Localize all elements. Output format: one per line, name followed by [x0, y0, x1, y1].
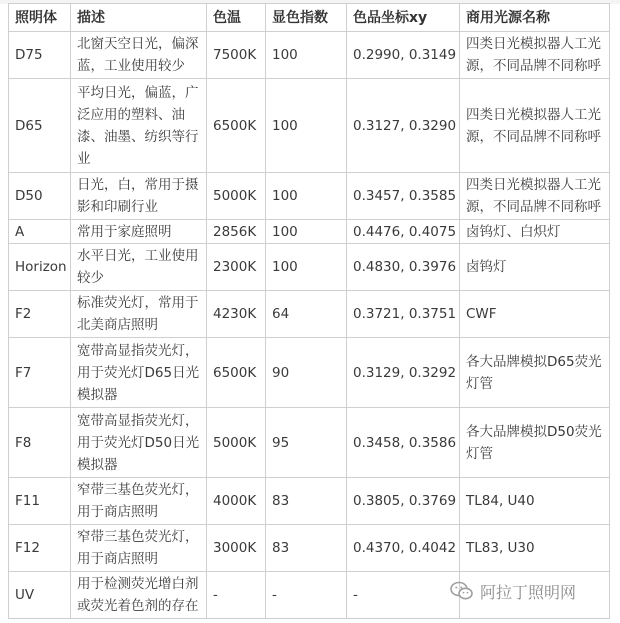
cell-description: 窄带三基色荧光灯，用于商店照明: [71, 525, 207, 572]
table-row: [9, 220, 610, 244]
cell-color-temperature: -: [207, 572, 266, 619]
cell-cri: 100: [266, 173, 347, 220]
cell-chromaticity: 0.3457, 0.3585: [347, 173, 460, 220]
header-chromaticity: 色品坐标xy: [347, 4, 460, 32]
cell-chromaticity: 0.3458, 0.3586: [347, 408, 460, 478]
cell-description: 用于检测荧光增白剂或荧光着色剂的存在: [71, 572, 207, 619]
cell-illuminant: Horizon: [9, 244, 71, 291]
cell-illuminant: A: [9, 220, 71, 244]
cell-description: 宽带高显指荧光灯，用于荧光灯D65日光模拟器: [71, 338, 207, 408]
watermark-text: 阿拉丁照明网: [480, 582, 577, 602]
cell-description: 标准荧光灯，常用于北美商店照明: [71, 291, 207, 338]
header-row: [9, 4, 610, 32]
cell-illuminant: D65: [9, 79, 71, 173]
table-row: [9, 291, 610, 338]
cell-color-temperature: 3000K: [207, 525, 266, 572]
cell-cri: 83: [266, 525, 347, 572]
cell-chromaticity: 0.3129, 0.3292: [347, 338, 460, 408]
cell-cri: 100: [266, 220, 347, 244]
cell-chromaticity: 0.3721, 0.3751: [347, 291, 460, 338]
cell-color-temperature: 4000K: [207, 478, 266, 525]
cell-color-temperature: 2856K: [207, 220, 266, 244]
wechat-icon: [450, 581, 474, 601]
cell-commercial-source: 卤钨灯、白炽灯: [460, 220, 610, 244]
cell-color-temperature: 5000K: [207, 173, 266, 220]
cell-color-temperature: 5000K: [207, 408, 266, 478]
cell-cri: 95: [266, 408, 347, 478]
cell-cri: -: [266, 572, 347, 619]
table-row: [9, 408, 610, 478]
cell-color-temperature: 4230K: [207, 291, 266, 338]
cell-chromaticity: 0.4370, 0.4042: [347, 525, 460, 572]
cell-chromaticity: 0.2990, 0.3149: [347, 32, 460, 79]
cell-illuminant: F12: [9, 525, 71, 572]
cell-illuminant: D50: [9, 173, 71, 220]
cell-chromaticity: 0.4830, 0.3976: [347, 244, 460, 291]
cell-illuminant: F8: [9, 408, 71, 478]
cell-illuminant: UV: [9, 572, 71, 619]
header-commercial-source: 商用光源名称: [460, 4, 610, 32]
header-cri: 显色指数: [266, 4, 347, 32]
cell-illuminant: F7: [9, 338, 71, 408]
cell-commercial-source: 各大品牌模拟D65荧光灯管: [460, 338, 610, 408]
cell-description: 平均日光，偏蓝，广泛应用的塑料、油漆、油墨、纺织等行业: [71, 79, 207, 173]
table-row: [9, 525, 610, 572]
table-row: [9, 478, 610, 525]
cell-color-temperature: 7500K: [207, 32, 266, 79]
cell-commercial-source: 各大品牌模拟D50荧光灯管: [460, 408, 610, 478]
cell-chromaticity: 0.4476, 0.4075: [347, 220, 460, 244]
table-row: [9, 244, 610, 291]
cell-chromaticity: 0.3805, 0.3769: [347, 478, 460, 525]
cell-color-temperature: 6500K: [207, 79, 266, 173]
cell-cri: 100: [266, 79, 347, 173]
cell-description: 宽带高显指荧光灯，用于荧光灯D50日光模拟器: [71, 408, 207, 478]
cell-description: 窄带三基色荧光灯，用于商店照明: [71, 478, 207, 525]
cell-commercial-source: 四类日光模拟器人工光源，不同品牌不同称呼: [460, 79, 610, 173]
cell-commercial-source: 四类日光模拟器人工光源，不同品牌不同称呼: [460, 32, 610, 79]
watermark: [450, 578, 576, 604]
table-row: [9, 79, 610, 173]
header-color-temperature: 色温: [207, 4, 266, 32]
cell-description: 北窗天空日光，偏深蓝，工业使用较少: [71, 32, 207, 79]
cell-chromaticity: 0.3127, 0.3290: [347, 79, 460, 173]
cell-commercial-source: CWF: [460, 291, 610, 338]
cell-description: 水平日光，工业使用较少: [71, 244, 207, 291]
cell-illuminant: F11: [9, 478, 71, 525]
cell-commercial-source: TL84, U40: [460, 478, 610, 525]
cell-cri: 64: [266, 291, 347, 338]
table-row: [9, 32, 610, 79]
cell-cri: 90: [266, 338, 347, 408]
cell-cri: 100: [266, 32, 347, 79]
cell-illuminant: F2: [9, 291, 71, 338]
header-description: 描述: [71, 4, 207, 32]
cell-color-temperature: 6500K: [207, 338, 266, 408]
cell-cri: 83: [266, 478, 347, 525]
illuminant-table: [8, 3, 610, 619]
cell-description: 日光，白，常用于摄影和印刷行业: [71, 173, 207, 220]
cell-commercial-source: 四类日光模拟器人工光源，不同品牌不同称呼: [460, 173, 610, 220]
cell-commercial-source: 卤钨灯: [460, 244, 610, 291]
cell-description: 常用于家庭照明: [71, 220, 207, 244]
cell-color-temperature: 2300K: [207, 244, 266, 291]
cell-chromaticity: -: [347, 572, 460, 619]
table-row: [9, 338, 610, 408]
cell-cri: 100: [266, 244, 347, 291]
cell-illuminant: D75: [9, 32, 71, 79]
cell-commercial-source: TL83, U30: [460, 525, 610, 572]
header-illuminant: 照明体: [9, 4, 71, 32]
table-row: [9, 173, 610, 220]
